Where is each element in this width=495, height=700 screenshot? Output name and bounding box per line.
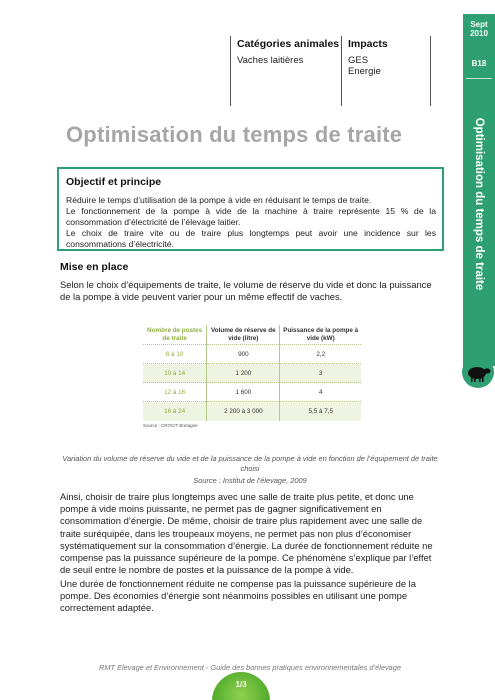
band-code: B18 bbox=[471, 59, 487, 68]
objective-box bbox=[57, 167, 444, 251]
table-row bbox=[143, 345, 361, 364]
figure-caption: Variation du volume de réserve du vide et de la puissance de la pompe à vide en fonction de l’équipement de traite choisi bbox=[62, 454, 438, 473]
animal-categories-column bbox=[230, 36, 340, 106]
section-heading: Mise en place bbox=[60, 261, 129, 273]
data-table-figure bbox=[143, 325, 361, 428]
data-table bbox=[143, 325, 361, 421]
band-divider bbox=[466, 78, 492, 79]
page-number: 1/3 bbox=[235, 680, 247, 689]
table-header-volume: Volume de réserve de vide (litre) bbox=[207, 325, 280, 345]
band-date-month: Sept bbox=[470, 20, 488, 29]
table-cell: 2,2 bbox=[280, 345, 361, 364]
band-vertical-title: Optimisation du temps de traite bbox=[473, 117, 485, 291]
table-cell: 1 600 bbox=[207, 383, 280, 402]
impact-ges: GES bbox=[348, 55, 369, 66]
animal-categories-value: Vaches laitières bbox=[237, 55, 304, 66]
table-cell: 16 à 24 bbox=[143, 402, 207, 421]
table-row bbox=[143, 383, 361, 402]
table-header-puissance: Puissance de la pompe à vide (kW) bbox=[283, 327, 359, 342]
band-date bbox=[463, 20, 495, 38]
animal-categories-title: Catégories animales bbox=[237, 38, 340, 50]
table-cell: 5,5 à 7,5 bbox=[280, 402, 361, 421]
table-cell: 3 bbox=[280, 364, 361, 383]
table-cell: 2 200 à 3 000 bbox=[207, 402, 280, 421]
sheep-icon bbox=[465, 363, 492, 383]
table-cell: 6 à 10 bbox=[143, 345, 207, 364]
impacts-values bbox=[348, 55, 430, 77]
table-header-postes: Nombre de postes de traite bbox=[147, 327, 203, 342]
table-cell: 12 à 16 bbox=[143, 383, 207, 402]
objective-line-2: Le fonctionnement de la pompe à vide de la machine à traire représente 15 % de la consommation d’électricité de l’élevage laitier. bbox=[66, 206, 436, 227]
impact-energie: Energie bbox=[348, 66, 381, 77]
objective-heading: Objectif et principe bbox=[66, 176, 162, 188]
page-footer: RMT Elevage et Environnement - Guide des bonnes pratiques environnementales d’élevage bbox=[99, 663, 401, 672]
impacts-title: Impacts bbox=[348, 38, 388, 50]
table-cell: 900 bbox=[207, 345, 280, 364]
table-cell: 4 bbox=[280, 383, 361, 402]
impacts-column bbox=[341, 36, 431, 106]
section-intro: Selon le choix d’équipements de traite, le volume de réserve du vide et donc la puissance de la pompe à vide peuvent varier pour un même effectif de vaches. bbox=[60, 279, 432, 303]
table-source: Source : CROCIT Bretagne bbox=[143, 422, 198, 428]
band-date-year: 2010 bbox=[470, 29, 488, 38]
body-paragraph-1: Ainsi, choisir de traire plus longtemps avec une salle de traite plus petite, et donc une pompe à vide moins puissante, ne permet pas de gagner significativement en consommation d’énergie. De même, choisir de traire plus rapidement avec une salle de traite suréquipée, dans les troupeaux moyens, ne permet pas non plus d’économiser systématiquement sur la consommation d’énergie. La durée de fonctionnement réduite ne compense pas la puissance supérieure de la pompe. Ce phénomène s’explique par l’effet de seuil entre le nombre de postes et la puissance de la pompe à vide. bbox=[60, 491, 433, 576]
side-band bbox=[463, 14, 495, 366]
table-header-row bbox=[143, 325, 361, 345]
table-cell: 1 200 bbox=[207, 364, 280, 383]
table-row bbox=[143, 364, 361, 383]
body-paragraph-2: Une durée de fonctionnement réduite ne compense pas la puissance supérieure de la pompe. Des économies d’énergie sont néanmoins possibles en utilisant une pompe correctement adaptée. bbox=[60, 578, 416, 614]
table-row bbox=[143, 402, 361, 421]
figure-source: Source : Institut de l’élevage, 2009 bbox=[193, 476, 307, 485]
page-title: Optimisation du temps de traite bbox=[66, 122, 403, 147]
objective-line-3: Le choix de traire vite ou de traire plus longtemps peut avoir une incidence sur les consommations d’électricité. bbox=[66, 228, 436, 249]
table-cell: 10 à 14 bbox=[143, 364, 207, 383]
objective-line-1: Réduire le temps d’utilisation de la pompe à vide en réduisant le temps de traite. bbox=[66, 195, 372, 205]
